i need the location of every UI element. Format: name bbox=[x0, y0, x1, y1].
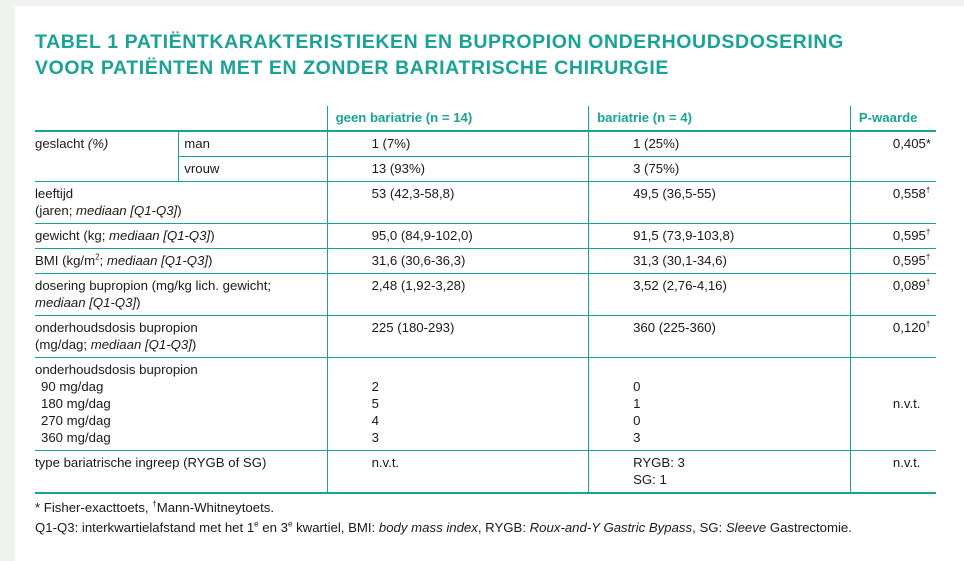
dose-distribution-p-value: n.v.t. bbox=[850, 358, 936, 451]
dose-distribution-label: onderhoudsdosis bupropion 90 mg/dag 180 mg/dag 270 mg/dag 360 mg/dag bbox=[35, 358, 327, 451]
table-row-maintenance-dose bbox=[35, 316, 936, 358]
weight-label: gewicht (kg; mediaan [Q1-Q3]) bbox=[35, 228, 215, 243]
footnote-tests: * Fisher-exacttoets, †Mann-Whitneytoets. bbox=[35, 499, 274, 515]
weight-bar: 91,5 (73,9-103,8) bbox=[589, 224, 851, 249]
maintenance-dose-p-value: 0,120† bbox=[850, 316, 936, 358]
dose-distribution-no-bar bbox=[327, 358, 589, 451]
age-no-bar: 53 (42,3-58,8) bbox=[327, 182, 589, 224]
sex-male-no-bar: 1 (7%) bbox=[327, 131, 589, 157]
dose-180-no-bar: 5 bbox=[371, 396, 379, 411]
procedure-bar: RYGB: 3 SG: 1 bbox=[589, 451, 851, 494]
dose-360-label: 360 mg/dag bbox=[41, 430, 111, 445]
dose-360-bar: 3 bbox=[633, 430, 641, 445]
title-line-2: VOOR PATIËNTEN MET EN ZONDER BARIATRISCHE CHIRURGIE bbox=[35, 57, 670, 79]
footnotes bbox=[35, 498, 945, 538]
sex-female-label: vrouw bbox=[179, 157, 327, 182]
title-line-1: TABEL 1 PATIËNTKARAKTERISTIEKEN EN BUPROPION ONDERHOUDSDOSERING bbox=[35, 31, 844, 53]
table-row-bmi bbox=[35, 249, 936, 274]
maintenance-dose-bar: 360 (225-360) bbox=[589, 316, 851, 358]
table-row-weight bbox=[35, 224, 936, 249]
header-row bbox=[35, 106, 936, 131]
table-row-dose-per-kg bbox=[35, 274, 936, 316]
procedure-p-value: n.v.t. bbox=[850, 451, 936, 494]
bmi-bar: 31,3 (30,1-34,6) bbox=[589, 249, 851, 274]
table-row-dose-distribution bbox=[35, 358, 936, 451]
table-row-procedure bbox=[35, 451, 936, 494]
header-bariatric: bariatrie (n = 4) bbox=[589, 106, 851, 131]
sex-label: geslacht (%) bbox=[35, 136, 109, 151]
dose-per-kg-no-bar: 2,48 (1,92-3,28) bbox=[327, 274, 589, 316]
dose-180-bar: 1 bbox=[633, 396, 641, 411]
dose-per-kg-p-value: 0,089† bbox=[850, 274, 936, 316]
header-p-value: P-waarde bbox=[850, 106, 936, 131]
dose-per-kg-label: dosering bupropion (mg/kg lich. gewicht; mediaan [Q1-Q3]) bbox=[35, 278, 272, 310]
dose-distribution-bar bbox=[589, 358, 851, 451]
footnote-abbreviations: Q1-Q3: interkwartielafstand met het 1e en 3e kwartiel, BMI: body mass index, RYGB: Roux-and-Y Gastric Bypass, SG: Sleeve Gastrectomie. bbox=[35, 519, 852, 535]
age-label: leeftijd (jaren; mediaan [Q1-Q3]) bbox=[35, 186, 182, 218]
sex-p-value: 0,405* bbox=[850, 131, 936, 182]
header-empty-2 bbox=[179, 106, 327, 131]
sex-female-bar: 3 (75%) bbox=[589, 157, 851, 182]
patient-characteristics-table bbox=[35, 106, 936, 494]
dose-270-label: 270 mg/dag bbox=[41, 413, 111, 428]
maintenance-dose-no-bar: 225 (180-293) bbox=[327, 316, 589, 358]
dose-180-label: 180 mg/dag bbox=[41, 396, 111, 411]
age-bar: 49,5 (36,5-55) bbox=[589, 182, 851, 224]
dose-90-label: 90 mg/dag bbox=[41, 379, 104, 394]
sex-male-label: man bbox=[179, 131, 327, 157]
dose-per-kg-bar: 3,52 (2,76-4,16) bbox=[589, 274, 851, 316]
dose-360-no-bar: 3 bbox=[371, 430, 379, 445]
table-row-sex-male bbox=[35, 131, 936, 157]
table-row-age bbox=[35, 182, 936, 224]
header-no-bariatric: geen bariatrie (n = 14) bbox=[327, 106, 589, 131]
bmi-p-value: 0,595† bbox=[850, 249, 936, 274]
procedure-no-bar: n.v.t. bbox=[327, 451, 589, 494]
sex-male-bar: 1 (25%) bbox=[589, 131, 851, 157]
dose-90-no-bar: 2 bbox=[371, 379, 379, 394]
sex-female-no-bar: 13 (93%) bbox=[327, 157, 589, 182]
bmi-label: BMI ($kg/m^2$; mediaan [Q1-Q3]) bbox=[35, 252, 213, 268]
weight-no-bar: 95,0 (84,9-102,0) bbox=[327, 224, 589, 249]
bmi-no-bar: 31,6 (30,6-36,3) bbox=[327, 249, 589, 274]
dose-90-bar: 0 bbox=[633, 379, 641, 394]
procedure-label: type bariatrische ingreep (RYGB of SG) bbox=[35, 455, 267, 470]
dose-270-no-bar: 4 bbox=[371, 413, 379, 428]
maintenance-dose-label: onderhoudsdosis bupropion (mg/dag; mediaan [Q1-Q3]) bbox=[35, 320, 198, 352]
weight-p-value: 0,595† bbox=[850, 224, 936, 249]
table-title bbox=[35, 29, 950, 81]
dose-270-bar: 0 bbox=[633, 413, 641, 428]
header-empty-1 bbox=[35, 106, 179, 131]
age-p-value: 0,558† bbox=[850, 182, 936, 224]
